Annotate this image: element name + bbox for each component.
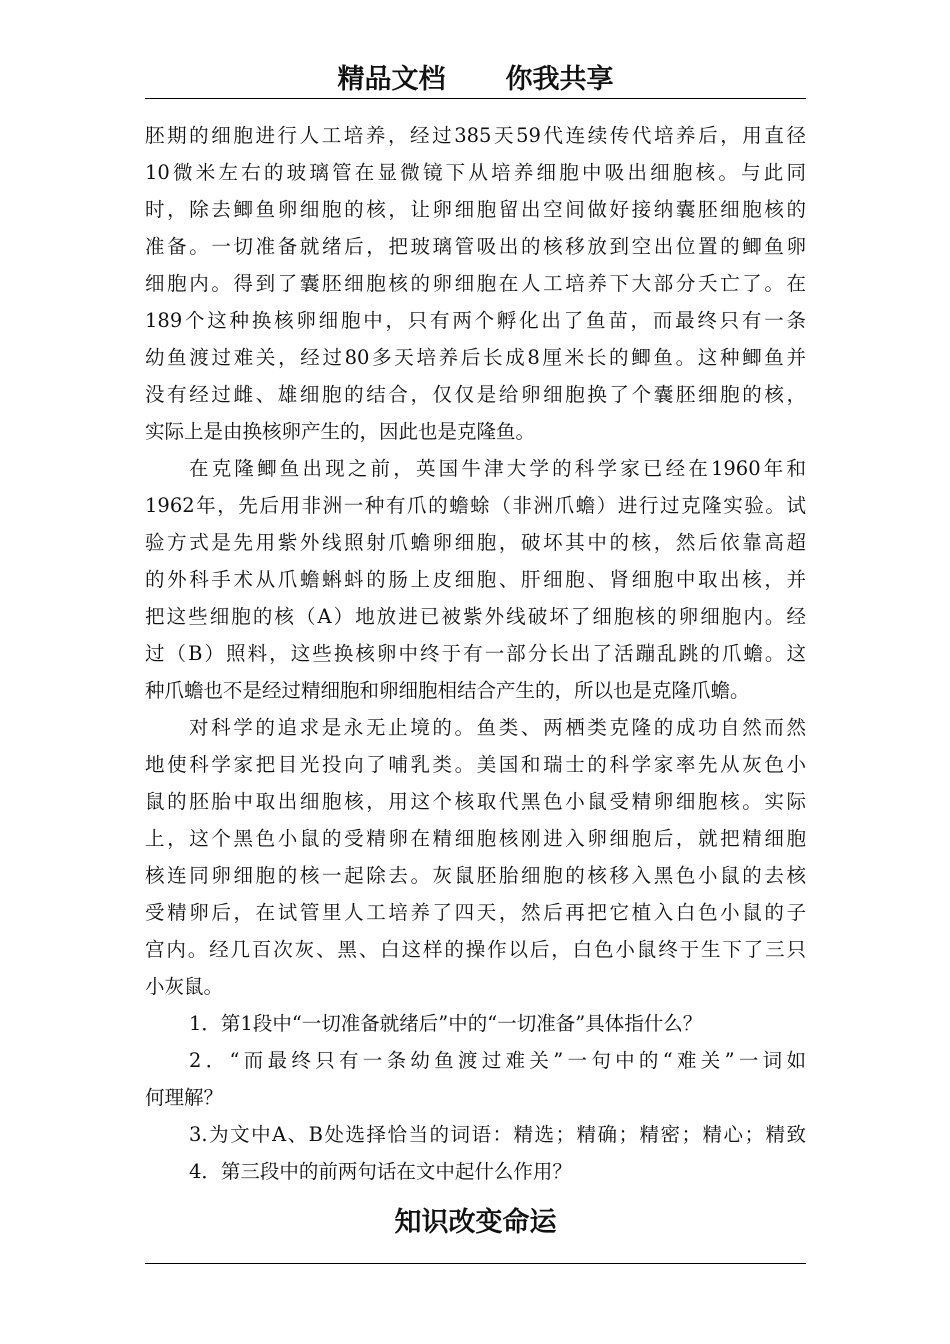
text-line: 上，这个黑色小鼠的受精卵在精细胞核刚进入卵细胞后，就把精细胞: [145, 827, 806, 850]
text-line: 过（B）照料，这些换核卵中终于有一部分长出了活蹦乱跳的爪蟾。这: [145, 642, 806, 665]
header-rule: [145, 98, 806, 99]
text-line: 189个这种换核卵细胞中，只有两个孵化出了鱼苗，而最终只有一条: [145, 309, 806, 332]
question-line: 何理解？: [145, 1086, 224, 1109]
text-line: 细胞内。得到了囊胚细胞核的卵细胞在人工培养下大部分夭亡了。在: [145, 272, 806, 295]
text-line: 准备。一切准备就绪后，把玻璃管吸出的核移放到空出位置的鲫鱼卵: [145, 235, 806, 258]
header-right-text: 你我共享: [505, 64, 614, 95]
text-line: 在克隆鲫鱼出现之前，英国牛津大学的科学家已经在1960年和: [189, 457, 806, 480]
question-line: 3.为文中A、B处选择恰当的词语：精选；精确；精密；精心；精致: [189, 1123, 806, 1146]
text-line: 种爪蟾也不是经过精细胞和卵细胞相结合产生的，所以也是克隆爪蟾。: [145, 679, 750, 702]
text-line: 的外科手术从爪蟾蝌蚪的肠上皮细胞、肝细胞、肾细胞中取出核，并: [145, 568, 806, 591]
body-text: [145, 117, 806, 1190]
text-line: 宫内。经几百次灰、黑、白这样的操作以后，白色小鼠终于生下了三只: [145, 938, 806, 961]
text-line: 实际上是由换核卵产生的，因此也是克隆鱼。: [145, 420, 536, 443]
header-left-text: 精品文档: [337, 64, 446, 95]
text-line: 小灰鼠。: [145, 975, 224, 998]
text-line: 鼠的胚胎中取出细胞核，用这个核取代黑色小鼠受精卵细胞核。实际: [145, 790, 806, 813]
text-line: 没有经过雌、雄细胞的结合，仅仅是给卵细胞换了个囊胚细胞的核，: [145, 383, 806, 406]
question-line: 1．第1段中“一切准备就绪后”中的“一切准备”具体指什么？: [189, 1012, 703, 1035]
question-line: 4．第三段中的前两句话在文中起什么作用？: [189, 1160, 572, 1183]
text-line: 1962年，先后用非洲一种有爪的蟾蜍（非洲爪蟾）进行过克隆实验。试: [145, 494, 806, 517]
text-line: 对科学的追求是永无止境的。鱼类、两栖类克隆的成功自然而然: [189, 716, 806, 739]
text-line: 时，除去鲫鱼卵细胞的核，让卵细胞留出空间做好接纳囊胚细胞核的: [145, 198, 806, 221]
text-line: 幼鱼渡过难关，经过80多天培养后长成8厘米长的鲫鱼。这种鲫鱼并: [145, 346, 806, 369]
text-line: 核连同卵细胞的核一起除去。灰鼠胚胎细胞的核移入黑色小鼠的去核: [145, 864, 806, 887]
page-footer: 知识改变命运: [394, 1207, 557, 1238]
text-line: 受精卵后，在试管里人工培养了四天，然后再把它植入白色小鼠的子: [145, 901, 806, 924]
page-header: [145, 62, 806, 98]
text-line: 10微米左右的玻璃管在显微镜下从培养细胞中吸出细胞核。与此同: [145, 161, 806, 184]
question-line: 2．“而最终只有一条幼鱼渡过难关”一句中的“难关”一词如: [189, 1049, 806, 1072]
text-line: 胚期的细胞进行人工培养，经过385天59代连续传代培养后，用直径: [145, 124, 806, 147]
text-line: 地使科学家把目光投向了哺乳类。美国和瑞士的科学家率先从灰色小: [145, 753, 806, 776]
text-line: 把这些细胞的核（A）地放进已被紫外线破坏了细胞核的卵细胞内。经: [145, 605, 806, 628]
text-line: 验方式是先用紫外线照射爪蟾卵细胞，破坏其中的核，然后依靠高超: [145, 531, 806, 554]
footer-rule: [145, 1263, 806, 1264]
